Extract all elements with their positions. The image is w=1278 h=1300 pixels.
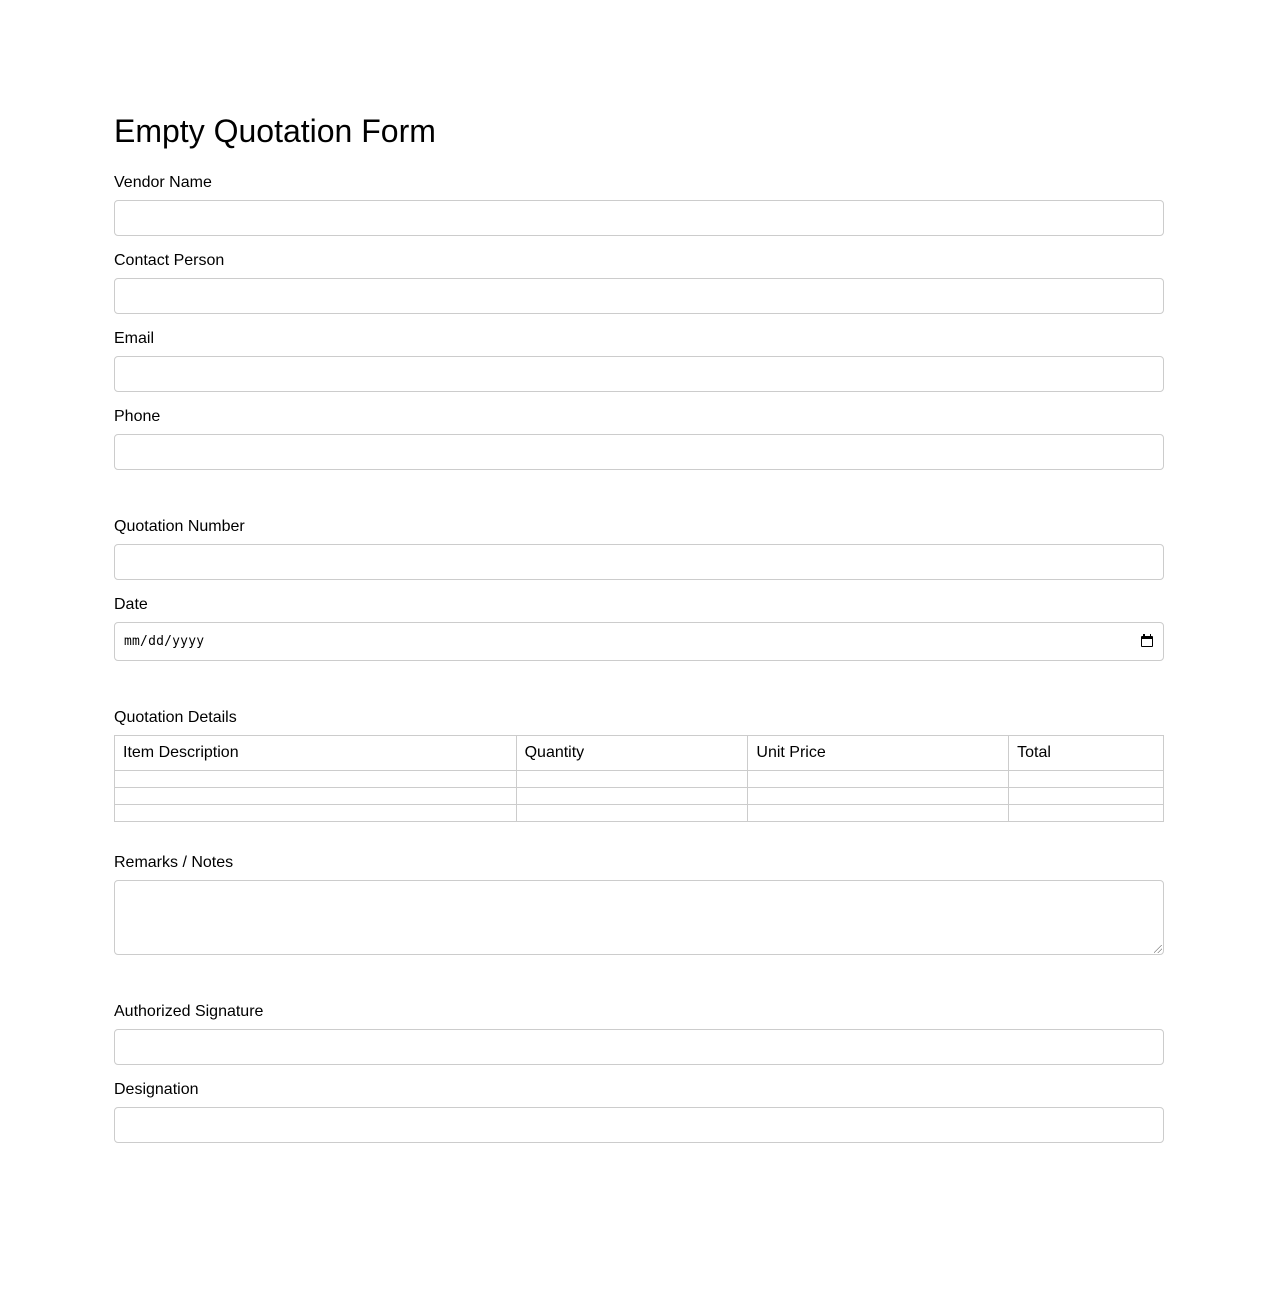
quotation-number-input[interactable] bbox=[114, 544, 1164, 580]
cell-unit-price[interactable] bbox=[748, 771, 1009, 788]
cell-item-description[interactable] bbox=[115, 771, 517, 788]
authorized-signature-label: Authorized Signature bbox=[114, 1003, 264, 1020]
cell-item-description[interactable] bbox=[115, 788, 517, 805]
date-label: Date bbox=[114, 596, 148, 613]
cell-total[interactable] bbox=[1009, 805, 1164, 822]
designation-label: Designation bbox=[114, 1081, 199, 1098]
cell-unit-price[interactable] bbox=[748, 805, 1009, 822]
table-row bbox=[115, 805, 1164, 822]
quotation-details-table bbox=[114, 735, 1164, 822]
quotation-details-label: Quotation Details bbox=[114, 709, 237, 726]
cell-quantity[interactable] bbox=[516, 805, 748, 822]
cell-item-description[interactable] bbox=[115, 805, 517, 822]
email-label: Email bbox=[114, 330, 155, 347]
remarks-label: Remarks / Notes bbox=[114, 854, 234, 871]
column-header-quantity: Quantity bbox=[516, 736, 748, 771]
cell-unit-price[interactable] bbox=[748, 788, 1009, 805]
vendor-name-input[interactable] bbox=[114, 200, 1164, 236]
resize-handle-icon[interactable] bbox=[1154, 945, 1162, 953]
phone-input[interactable] bbox=[114, 434, 1164, 470]
column-header-item-description: Item Description bbox=[115, 736, 517, 771]
email-input[interactable] bbox=[114, 356, 1164, 392]
date-input[interactable] bbox=[114, 622, 1164, 661]
cell-total[interactable] bbox=[1009, 771, 1164, 788]
contact-person-label: Contact Person bbox=[114, 252, 225, 269]
phone-label: Phone bbox=[114, 408, 161, 425]
page-title: Empty Quotation Form bbox=[114, 113, 436, 149]
date-placeholder: mm/dd/yyyy bbox=[124, 634, 205, 649]
column-header-total: Total bbox=[1009, 736, 1164, 771]
calendar-icon[interactable] bbox=[1141, 636, 1153, 647]
contact-person-input[interactable] bbox=[114, 278, 1164, 314]
cell-total[interactable] bbox=[1009, 788, 1164, 805]
cell-quantity[interactable] bbox=[516, 788, 748, 805]
authorized-signature-input[interactable] bbox=[114, 1029, 1164, 1065]
cell-quantity[interactable] bbox=[516, 771, 748, 788]
table-header-row bbox=[115, 736, 1164, 771]
table-row bbox=[115, 771, 1164, 788]
quotation-number-label: Quotation Number bbox=[114, 518, 245, 535]
vendor-name-label: Vendor Name bbox=[114, 174, 212, 191]
remarks-textarea[interactable] bbox=[114, 880, 1164, 955]
designation-input[interactable] bbox=[114, 1107, 1164, 1143]
column-header-unit-price: Unit Price bbox=[748, 736, 1009, 771]
table-row bbox=[115, 788, 1164, 805]
